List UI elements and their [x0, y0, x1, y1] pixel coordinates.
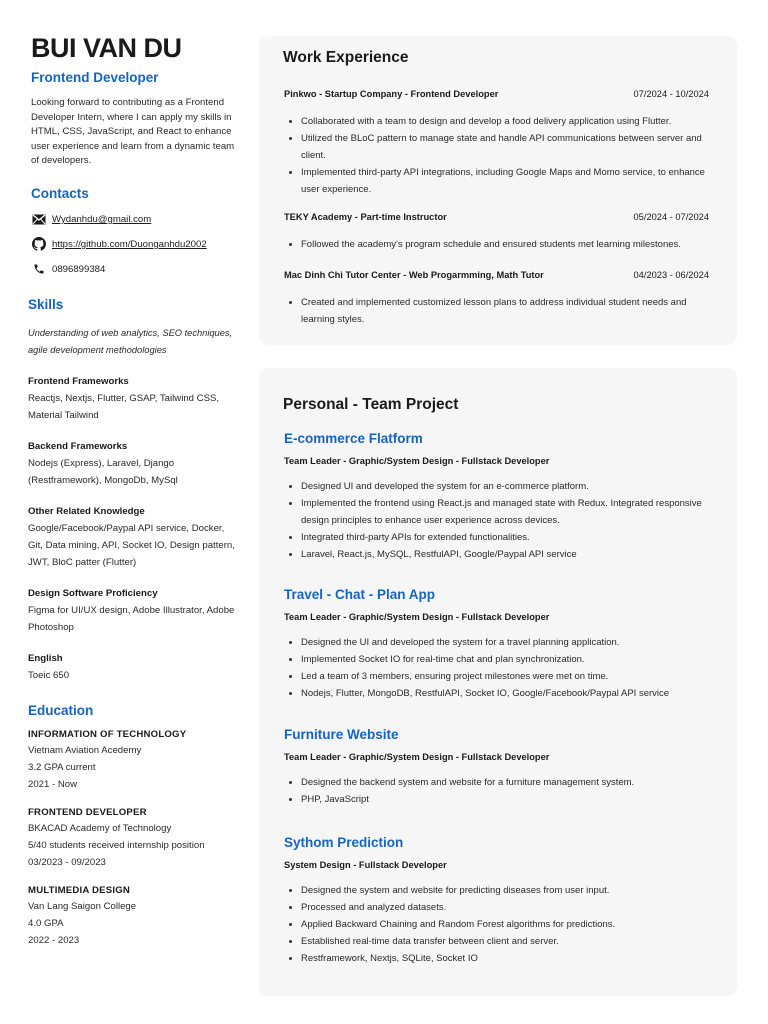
- education-line: 03/2023 - 09/2023: [28, 856, 106, 868]
- education-line: 5/40 students received internship position: [28, 839, 205, 851]
- education-line: 2021 - Now: [28, 778, 78, 790]
- project-name: Travel - Chat - Plan App: [284, 587, 436, 602]
- project-bullets: [284, 478, 713, 563]
- github-contact[interactable]: [32, 236, 238, 253]
- skill-heading: Backend Frameworks: [28, 440, 128, 452]
- project-entry: [284, 835, 713, 967]
- job-header: [284, 212, 709, 222]
- project-bullets: [284, 774, 713, 808]
- job-bullet: Created and implemented customized lesson plans to address individual student needs and learning styles.: [284, 294, 709, 328]
- job-title: Pinkwo - Startup Company - Frontend Developer: [284, 89, 499, 99]
- education-degree: MULTIMEDIA DESIGN: [28, 884, 130, 896]
- skill-group: [28, 505, 238, 571]
- job-entry: [284, 89, 709, 198]
- project-bullet: PHP, JavaScript: [284, 791, 713, 808]
- project-bullet: Designed the backend system and website for a furniture management system.: [284, 774, 713, 791]
- job-entry: [284, 212, 709, 253]
- skill-group: [28, 587, 238, 636]
- skill-group: [28, 375, 238, 424]
- project-bullet: Nodejs, Flutter, MongoDB, RestfulAPI, Socket IO, Google/Facebook/Paypal API service: [284, 685, 713, 702]
- contacts-heading: Contacts: [31, 185, 89, 201]
- skill-heading: Other Related Knowledge: [28, 505, 145, 517]
- project-bullet: Designed the system and website for predicting diseases from user input.: [284, 882, 713, 899]
- project-entry: [284, 431, 713, 563]
- skill-group: [28, 440, 238, 489]
- job-entry: [284, 270, 709, 328]
- job-bullet: Collaborated with a team to design and develop a food delivery application using Flutter.: [284, 113, 709, 130]
- skill-heading: English: [28, 652, 63, 664]
- job-bullet: Implemented third-party API integrations, including Google Maps and Momo service, to enhance user experience.: [284, 164, 709, 198]
- project-bullet: Established real-time data transfer between client and server.: [284, 933, 713, 950]
- work-experience-card: [259, 36, 737, 345]
- work-experience-heading: Work Experience: [283, 49, 409, 66]
- left-column: [28, 30, 238, 949]
- job-date: 04/2023 - 06/2024: [633, 270, 709, 280]
- project-role: Team Leader - Graphic/System Design - Fullstack Developer: [284, 612, 550, 622]
- project-bullet: Implemented the frontend using React.js and managed state with Redux. Integrated responsive design principles to enhance user experience across devices.: [284, 495, 713, 529]
- github-link[interactable]: https://github.com/Duonganhdu2002: [52, 238, 207, 250]
- education-line: 2022 - 2023: [28, 934, 80, 946]
- education-line: 4.0 GPA: [28, 917, 64, 929]
- project-bullet: Designed UI and developed the system for an e-commerce platform.: [284, 478, 713, 495]
- phone-icon: [32, 262, 46, 276]
- projects-card: [259, 368, 737, 996]
- job-date: 07/2024 - 10/2024: [633, 89, 709, 99]
- education-item: [28, 728, 238, 793]
- phone-number: 0896899384: [52, 263, 106, 275]
- education-line: 3.2 GPA current: [28, 761, 96, 773]
- skills-intro: Understanding of web analytics, SEO techniques, agile development methodologies: [28, 327, 233, 355]
- skill-heading: Design Software Proficiency: [28, 587, 158, 599]
- job-date: 05/2024 - 07/2024: [633, 212, 709, 222]
- education-item: [28, 806, 238, 871]
- job-header: [284, 89, 709, 99]
- education-line: Vietnam Aviation Acedemy: [28, 744, 142, 756]
- email-contact[interactable]: [32, 211, 238, 228]
- github-icon: [32, 237, 46, 251]
- profile-summary: Looking forward to contributing as a Frontend Developer Intern, where I can apply my skills in HTML, CSS, JavaScript, and React to enhance user experience and learn from a dynamic team of developers.: [31, 97, 235, 167]
- skill-text: Reactjs, Nextjs, Flutter, GSAP, Tailwind CSS, Material Tailwind: [28, 392, 220, 421]
- education-degree: INFORMATION OF TECHNOLOGY: [28, 728, 187, 740]
- skills-heading: Skills: [28, 296, 64, 312]
- project-name: Sythom Prediction: [284, 835, 404, 850]
- project-role: Team Leader - Graphic/System Design - Fullstack Developer: [284, 752, 550, 762]
- skill-heading: Frontend Frameworks: [28, 375, 129, 387]
- candidate-role: Frontend Developer: [31, 70, 159, 85]
- skill-group: [28, 652, 238, 684]
- project-name: E-commerce Flatform: [284, 431, 423, 446]
- job-bullet: Followed the academy's program schedule and ensured students met learning milestones.: [284, 236, 709, 253]
- projects-heading: Personal - Team Project: [283, 396, 459, 413]
- envelope-icon: [32, 212, 46, 226]
- skill-text: Toeic 650: [28, 669, 70, 681]
- job-bullet: Utilized the BLoC pattern to manage state and handle API communications between server and client.: [284, 130, 709, 164]
- skill-text: Figma for UI/UX design, Adobe Illustrator, Adobe Photoshop: [28, 604, 235, 633]
- skill-text: Google/Facebook/Paypal API service, Docker, Git, Data mining, API, Socket IO, Design pattern, JWT, BloC patter (Flutter): [28, 522, 235, 568]
- project-role: System Design - Fullstack Developer: [284, 860, 447, 870]
- project-entry: [284, 587, 713, 702]
- project-bullet: Applied Backward Chaining and Random Forest algorithms for predictions.: [284, 916, 713, 933]
- project-bullet: Processed and analyzed datasets.: [284, 899, 713, 916]
- project-name: Furniture Website: [284, 727, 399, 742]
- education-degree: FRONTEND DEVELOPER: [28, 806, 147, 818]
- phone-contact: [32, 261, 238, 278]
- job-title: Mac Dinh Chi Tutor Center - Web Progarmming, Math Tutor: [284, 270, 544, 280]
- job-bullets: [284, 236, 709, 253]
- project-bullet: Integrated third-party APIs for extended functionalities.: [284, 529, 713, 546]
- project-bullet: Laravel, React.js, MySQL, RestfulAPI, Google/Paypal API service: [284, 546, 713, 563]
- education-line: Van Lang Saigon College: [28, 900, 137, 912]
- project-bullet: Restframework, Nextjs, SQLite, Socket IO: [284, 950, 713, 967]
- job-bullets: [284, 294, 709, 328]
- project-bullets: [284, 634, 713, 702]
- project-bullet: Led a team of 3 members, ensuring project milestones were met on time.: [284, 668, 713, 685]
- project-bullet: Designed the UI and developed the system for a travel planning application.: [284, 634, 713, 651]
- project-bullets: [284, 882, 713, 967]
- job-header: [284, 270, 709, 280]
- education-line: BKACAD Academy of Technology: [28, 822, 172, 834]
- education-item: [28, 884, 238, 949]
- email-link[interactable]: Wydanhdu@gmail.com: [52, 213, 152, 225]
- job-title: TEKY Academy - Part-time Instructor: [284, 212, 447, 222]
- education-heading: Education: [28, 702, 94, 718]
- project-bullet: Implemented Socket IO for real-time chat and plan synchronization.: [284, 651, 713, 668]
- project-entry: [284, 727, 713, 808]
- project-role: Team Leader - Graphic/System Design - Fullstack Developer: [284, 456, 550, 466]
- job-bullets: [284, 113, 709, 198]
- skill-text: Nodejs (Express), Laravel, Django (Restframework), MongoDb, MySql: [28, 457, 178, 486]
- candidate-name: BUI VAN DU: [31, 33, 182, 63]
